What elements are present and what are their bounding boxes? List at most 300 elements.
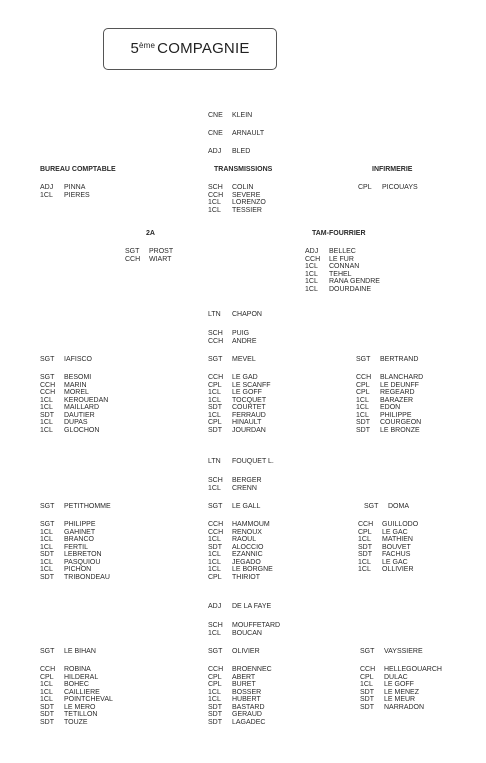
rank: 1CL bbox=[305, 278, 318, 285]
rank: CCH bbox=[208, 374, 224, 381]
rank: SCH bbox=[208, 330, 223, 337]
roster-row bbox=[358, 551, 418, 559]
rank: 1CL bbox=[208, 411, 221, 419]
name: PHILIPPE bbox=[380, 411, 412, 419]
name: BLANCHARD bbox=[380, 374, 424, 381]
rank: 1CL bbox=[358, 536, 371, 543]
rank: 1CL bbox=[356, 404, 369, 411]
roster-row bbox=[208, 559, 273, 567]
name: LAGADEC bbox=[232, 718, 266, 726]
rank: 1CL bbox=[208, 629, 221, 637]
roster-row bbox=[40, 389, 108, 397]
name: LE GOFF bbox=[232, 389, 262, 396]
name: LE MEUR bbox=[384, 696, 416, 703]
name: PICHON bbox=[64, 566, 92, 573]
roster-row bbox=[358, 544, 418, 552]
name: HINAULT bbox=[232, 419, 262, 426]
name: COURGEON bbox=[380, 419, 422, 426]
roster-row bbox=[208, 192, 266, 200]
sec2-left-list bbox=[40, 521, 110, 581]
sec2-mid-header bbox=[208, 503, 260, 511]
rank: SCH bbox=[208, 622, 223, 629]
rank: 1CL bbox=[358, 558, 371, 566]
name: MARIN bbox=[64, 381, 87, 389]
roster-row bbox=[305, 278, 380, 286]
name: CONNAN bbox=[329, 263, 360, 270]
roster-row bbox=[40, 184, 90, 192]
command-row bbox=[208, 148, 250, 156]
rank: 1CL bbox=[208, 389, 221, 396]
command-row bbox=[208, 130, 264, 138]
name: HUBERT bbox=[232, 696, 261, 703]
name: BERTRAND bbox=[380, 356, 419, 363]
sec1-mid-header bbox=[208, 356, 256, 364]
name: CRENN bbox=[232, 484, 257, 492]
list-transmissions bbox=[208, 184, 266, 214]
rank: SDT bbox=[208, 703, 222, 711]
rank: 1CL bbox=[208, 551, 221, 558]
rank: SGT bbox=[208, 356, 223, 363]
roster-row bbox=[356, 427, 423, 435]
name: GERAUD bbox=[232, 711, 262, 718]
rank: SDT bbox=[208, 711, 222, 718]
rank: 1CL bbox=[208, 566, 221, 573]
rank: CPL bbox=[208, 419, 222, 426]
name: SEVERE bbox=[232, 191, 261, 199]
roster-row bbox=[40, 529, 110, 537]
name: FOUQUET L. bbox=[232, 458, 274, 465]
rank: SGT bbox=[40, 503, 55, 510]
rank: LTN bbox=[208, 458, 221, 465]
rank: ADJ bbox=[40, 184, 54, 191]
roster-row bbox=[40, 397, 108, 405]
roster-row bbox=[40, 427, 108, 435]
roster-row bbox=[358, 536, 418, 544]
roster-row bbox=[40, 419, 108, 427]
roster-row bbox=[358, 559, 418, 567]
name: BOUCAN bbox=[232, 629, 262, 637]
name: TOCQUET bbox=[232, 396, 267, 404]
name: TESSIER bbox=[232, 206, 262, 214]
roster-row bbox=[356, 419, 423, 427]
name: PHILIPPE bbox=[64, 521, 96, 528]
roster-row bbox=[356, 374, 423, 382]
name: BARAZER bbox=[380, 396, 414, 404]
sec1-staff bbox=[208, 330, 257, 345]
roster-row bbox=[40, 559, 110, 567]
roster-row bbox=[208, 207, 266, 215]
rank: CPL bbox=[358, 528, 372, 536]
rank: CPL bbox=[358, 184, 372, 191]
name: PROST bbox=[149, 248, 174, 255]
name: ROBINA bbox=[64, 666, 91, 673]
roster-row bbox=[356, 412, 423, 420]
name: IAFISCO bbox=[64, 356, 93, 363]
name: GUILLODO bbox=[382, 521, 419, 528]
roster-row bbox=[40, 681, 113, 689]
rank: 1CL bbox=[208, 688, 221, 696]
name: MATHIEN bbox=[382, 536, 413, 543]
roster-row bbox=[40, 404, 108, 412]
rank: SGT bbox=[208, 648, 223, 655]
header-transmissions: TRANSMISSIONS bbox=[214, 166, 273, 173]
rank: SGT bbox=[208, 503, 223, 510]
name: LE GAC bbox=[382, 528, 408, 536]
sec2-right-header bbox=[364, 503, 409, 511]
sec1-right-header bbox=[356, 356, 418, 364]
roster-row bbox=[305, 263, 380, 271]
rank: 1CL bbox=[40, 558, 53, 566]
rank: CCH bbox=[40, 389, 56, 396]
roster-row bbox=[356, 389, 423, 397]
rank: 1CL bbox=[40, 191, 53, 199]
roster-row bbox=[208, 330, 257, 338]
roster-row bbox=[40, 674, 113, 682]
name: LEBRETON bbox=[64, 551, 102, 558]
list-2a bbox=[125, 248, 173, 263]
rank: CPL bbox=[208, 381, 222, 389]
header-tam-fourrier: TAM-FOURRIER bbox=[312, 230, 366, 237]
rank: CCH bbox=[360, 666, 376, 673]
name: PIERES bbox=[64, 191, 90, 199]
name: COURTET bbox=[232, 404, 266, 411]
name: HILDERAL bbox=[64, 673, 99, 681]
name: LE BORGNE bbox=[232, 566, 273, 573]
roster-row bbox=[305, 248, 380, 256]
name: CHAPON bbox=[232, 311, 262, 318]
name: BOSSER bbox=[232, 688, 262, 696]
roster-row bbox=[40, 574, 110, 582]
rank: 1CL bbox=[40, 566, 53, 573]
rank: 1CL bbox=[40, 696, 53, 703]
roster-row bbox=[208, 681, 272, 689]
roster-row bbox=[208, 622, 280, 630]
rank: 1CL bbox=[40, 528, 53, 536]
name: HELLEGOUARCH bbox=[384, 666, 442, 673]
sec2-left-header bbox=[40, 503, 111, 511]
rank: SDT bbox=[356, 426, 370, 434]
name: LE GAD bbox=[232, 374, 258, 381]
roster-row bbox=[40, 192, 90, 200]
rank: CCH bbox=[356, 374, 372, 381]
rank: CPL bbox=[208, 573, 222, 581]
name: CAILLIERE bbox=[64, 688, 100, 696]
rank: CPL bbox=[208, 673, 222, 681]
rank: 1CL bbox=[356, 411, 369, 419]
name: ALOCCIO bbox=[232, 543, 264, 551]
rank: SGT bbox=[40, 374, 55, 381]
name: LE BRONZE bbox=[380, 426, 420, 434]
name: BROENNEC bbox=[232, 666, 272, 673]
sec2-staff bbox=[208, 477, 262, 492]
sec3-right-list bbox=[360, 666, 442, 711]
name: RENOUX bbox=[232, 528, 262, 536]
name: OLIVIER bbox=[232, 648, 260, 655]
rank: 1CL bbox=[208, 199, 221, 206]
rank: 1CL bbox=[360, 681, 373, 688]
roster-row bbox=[208, 704, 272, 712]
name: RANA GENDRE bbox=[329, 278, 380, 285]
rank: CCH bbox=[40, 666, 56, 673]
sec1-lead bbox=[208, 311, 262, 319]
rank: SCH bbox=[208, 477, 223, 484]
rank: 1CL bbox=[40, 404, 53, 411]
rank: SDT bbox=[208, 426, 222, 434]
name: DE LA FAYE bbox=[232, 603, 272, 610]
roster-row bbox=[360, 704, 442, 712]
roster-row bbox=[356, 404, 423, 412]
rank: SGT bbox=[356, 356, 371, 363]
roster-row bbox=[208, 536, 273, 544]
roster-row bbox=[40, 689, 113, 697]
rank: 1CL bbox=[40, 536, 53, 543]
name: LE DEUNFF bbox=[380, 381, 419, 389]
title-superscript: ème bbox=[139, 41, 156, 50]
rank: SDT bbox=[40, 411, 54, 419]
roster-row bbox=[358, 521, 418, 529]
name: BRANCO bbox=[64, 536, 94, 543]
rank: ADJ bbox=[305, 248, 319, 255]
roster-row bbox=[360, 696, 442, 704]
roster-row bbox=[40, 521, 110, 529]
roster-row bbox=[208, 412, 271, 420]
sec2-lead bbox=[208, 458, 274, 466]
name: LE GALL bbox=[232, 503, 261, 510]
rank: 1CL bbox=[40, 396, 53, 404]
name: MEVEL bbox=[232, 356, 256, 363]
name: TRIBONDEAU bbox=[64, 573, 110, 581]
name: BESOMI bbox=[64, 374, 92, 381]
sec2-mid-list bbox=[208, 521, 273, 581]
sec3-mid-list bbox=[208, 666, 272, 726]
rank: SDT bbox=[208, 543, 222, 551]
name: DOMA bbox=[388, 503, 409, 510]
roster-row bbox=[208, 427, 271, 435]
name: JEGADO bbox=[232, 558, 261, 566]
name: MAILLARD bbox=[64, 404, 100, 411]
rank: SGT bbox=[40, 648, 55, 655]
name: NARRADON bbox=[384, 703, 425, 711]
name: OLLIVIER bbox=[382, 566, 414, 573]
title-number: 5 bbox=[130, 40, 139, 57]
rank: SDT bbox=[40, 711, 54, 718]
roster-row bbox=[208, 566, 273, 574]
name: ARNAULT bbox=[232, 130, 265, 137]
roster-row bbox=[208, 184, 266, 192]
rank: 1CL bbox=[208, 558, 221, 566]
rank: 1CL bbox=[305, 285, 318, 293]
sec3-staff bbox=[208, 622, 280, 637]
rank: CCH bbox=[208, 666, 224, 673]
roster-row bbox=[208, 389, 271, 397]
roster-row bbox=[208, 338, 257, 346]
roster-row bbox=[208, 630, 280, 638]
name: DULAC bbox=[384, 673, 408, 681]
rank: SDT bbox=[40, 703, 54, 711]
name: PETITHOMME bbox=[64, 503, 111, 510]
command-row bbox=[208, 112, 252, 120]
roster-row bbox=[40, 544, 110, 552]
name: HAMMOUM bbox=[232, 521, 270, 528]
name: BURET bbox=[232, 681, 256, 688]
rank: 1CL bbox=[208, 536, 221, 543]
roster-row bbox=[40, 711, 113, 719]
name: PASQUIOU bbox=[64, 558, 101, 566]
name: MOUFFETARD bbox=[232, 622, 281, 629]
roster-row bbox=[40, 551, 110, 559]
name: DAUTIER bbox=[64, 411, 95, 419]
name: BOUVET bbox=[382, 543, 411, 551]
roster-row bbox=[208, 199, 266, 207]
name: TETILLON bbox=[64, 711, 98, 718]
sec1-left-header bbox=[40, 356, 92, 364]
rank: 1CL bbox=[40, 419, 53, 426]
sec1-mid-list bbox=[208, 374, 271, 434]
roster-row bbox=[208, 404, 271, 412]
sec3-lead bbox=[208, 603, 271, 611]
sec3-right-header bbox=[360, 648, 423, 656]
roster-row bbox=[208, 477, 262, 485]
rank: SDT bbox=[358, 551, 372, 558]
rank: 1CL bbox=[208, 396, 221, 404]
rank: ADJ bbox=[208, 148, 222, 155]
roster-row bbox=[208, 374, 271, 382]
name: REGEARD bbox=[380, 389, 415, 396]
roster-row bbox=[305, 271, 380, 279]
rank: CCH bbox=[305, 255, 321, 263]
rank: CCH bbox=[358, 521, 374, 528]
rank: CPL bbox=[208, 681, 222, 688]
name: LE GOFF bbox=[384, 681, 414, 688]
rank: SDT bbox=[40, 551, 54, 558]
sec1-right-list bbox=[356, 374, 423, 434]
roster-row bbox=[360, 666, 442, 674]
name: WIART bbox=[149, 255, 172, 263]
roster-row bbox=[358, 184, 418, 192]
roster-row bbox=[358, 566, 418, 574]
rank: CPL bbox=[356, 381, 370, 389]
roster-row bbox=[208, 689, 272, 697]
sec3-left-list bbox=[40, 666, 113, 726]
roster-row bbox=[305, 256, 380, 264]
rank: CCH bbox=[208, 528, 224, 536]
roster-row bbox=[208, 719, 272, 727]
rank: CCH bbox=[208, 191, 224, 199]
name: BOHEC bbox=[64, 681, 89, 688]
name: PICOUAYS bbox=[382, 184, 418, 191]
rank: 1CL bbox=[358, 566, 371, 573]
header-infirmerie: INFIRMERIE bbox=[372, 166, 413, 173]
roster-row bbox=[125, 248, 173, 256]
name: ABERT bbox=[232, 673, 256, 681]
rank: SDT bbox=[208, 404, 222, 411]
name: LE BIHAN bbox=[64, 648, 96, 655]
rank: CCH bbox=[208, 337, 224, 345]
name: TEHEL bbox=[329, 270, 352, 278]
name: POINTCHEVAL bbox=[64, 696, 113, 703]
rank: 1CL bbox=[208, 206, 221, 214]
rank: SGT bbox=[40, 356, 55, 363]
sec2-right-list bbox=[358, 521, 418, 574]
roster-row bbox=[40, 374, 108, 382]
sec3-left-header bbox=[40, 648, 96, 656]
rank: 1CL bbox=[208, 696, 221, 703]
rank: 1CL bbox=[356, 396, 369, 404]
roster-row bbox=[208, 551, 273, 559]
sec1-left-list bbox=[40, 374, 108, 434]
roster-row bbox=[360, 674, 442, 682]
rank: CPL bbox=[40, 673, 54, 681]
name: LE MENEZ bbox=[384, 688, 420, 696]
roster-row bbox=[125, 256, 173, 264]
name: BELLEC bbox=[329, 248, 356, 255]
roster-row bbox=[305, 286, 380, 294]
roster-row bbox=[208, 674, 272, 682]
roster-row bbox=[208, 382, 271, 390]
rank: SCH bbox=[208, 184, 223, 191]
list-tam-fourrier bbox=[305, 248, 380, 293]
rank: ADJ bbox=[208, 603, 222, 610]
name: THIRIOT bbox=[232, 573, 260, 581]
name: MOREL bbox=[64, 389, 89, 396]
rank: 1CL bbox=[208, 484, 221, 492]
roster-row bbox=[40, 704, 113, 712]
rank: CCH bbox=[40, 381, 56, 389]
roster-row bbox=[208, 485, 262, 493]
name: ANDRE bbox=[232, 337, 257, 345]
roster-row bbox=[360, 689, 442, 697]
rank: CCH bbox=[125, 255, 141, 263]
name: LORENZO bbox=[232, 199, 266, 206]
rank: 1CL bbox=[305, 270, 318, 278]
header-2a: 2A bbox=[146, 230, 155, 237]
name: TOUZE bbox=[64, 718, 88, 726]
name: LE FUR bbox=[329, 255, 354, 263]
rank: CPL bbox=[356, 389, 370, 396]
rank: 1CL bbox=[40, 543, 53, 551]
name: LE MERO bbox=[64, 703, 96, 711]
title-text: COMPAGNIE bbox=[157, 40, 250, 57]
rank: SGT bbox=[364, 503, 379, 510]
rank: 1CL bbox=[305, 263, 318, 270]
name: RAOUL bbox=[232, 536, 257, 543]
name: LE SCANFF bbox=[232, 381, 271, 389]
name: VAYSSIERE bbox=[384, 648, 423, 655]
rank: 1CL bbox=[40, 688, 53, 696]
rank: SDT bbox=[356, 419, 370, 426]
roster-row bbox=[358, 529, 418, 537]
roster-row bbox=[40, 666, 113, 674]
rank: CCH bbox=[208, 521, 224, 528]
roster-row bbox=[40, 566, 110, 574]
rank: CPL bbox=[360, 673, 374, 681]
rank: SDT bbox=[360, 696, 374, 703]
name: LE GAC bbox=[382, 558, 408, 566]
name: DOURDAINE bbox=[329, 285, 372, 293]
name: KLEIN bbox=[232, 112, 253, 119]
roster-row bbox=[208, 544, 273, 552]
name: GLOCHON bbox=[64, 426, 100, 434]
name: FERTIL bbox=[64, 543, 88, 551]
name: EDON bbox=[380, 404, 401, 411]
name: FACHUS bbox=[382, 551, 411, 558]
rank: 1CL bbox=[40, 681, 53, 688]
name: BASTARD bbox=[232, 703, 265, 711]
rank: SGT bbox=[360, 648, 375, 655]
name: PUIG bbox=[232, 330, 250, 337]
name: PINNA bbox=[64, 184, 86, 191]
roster-row bbox=[208, 521, 273, 529]
